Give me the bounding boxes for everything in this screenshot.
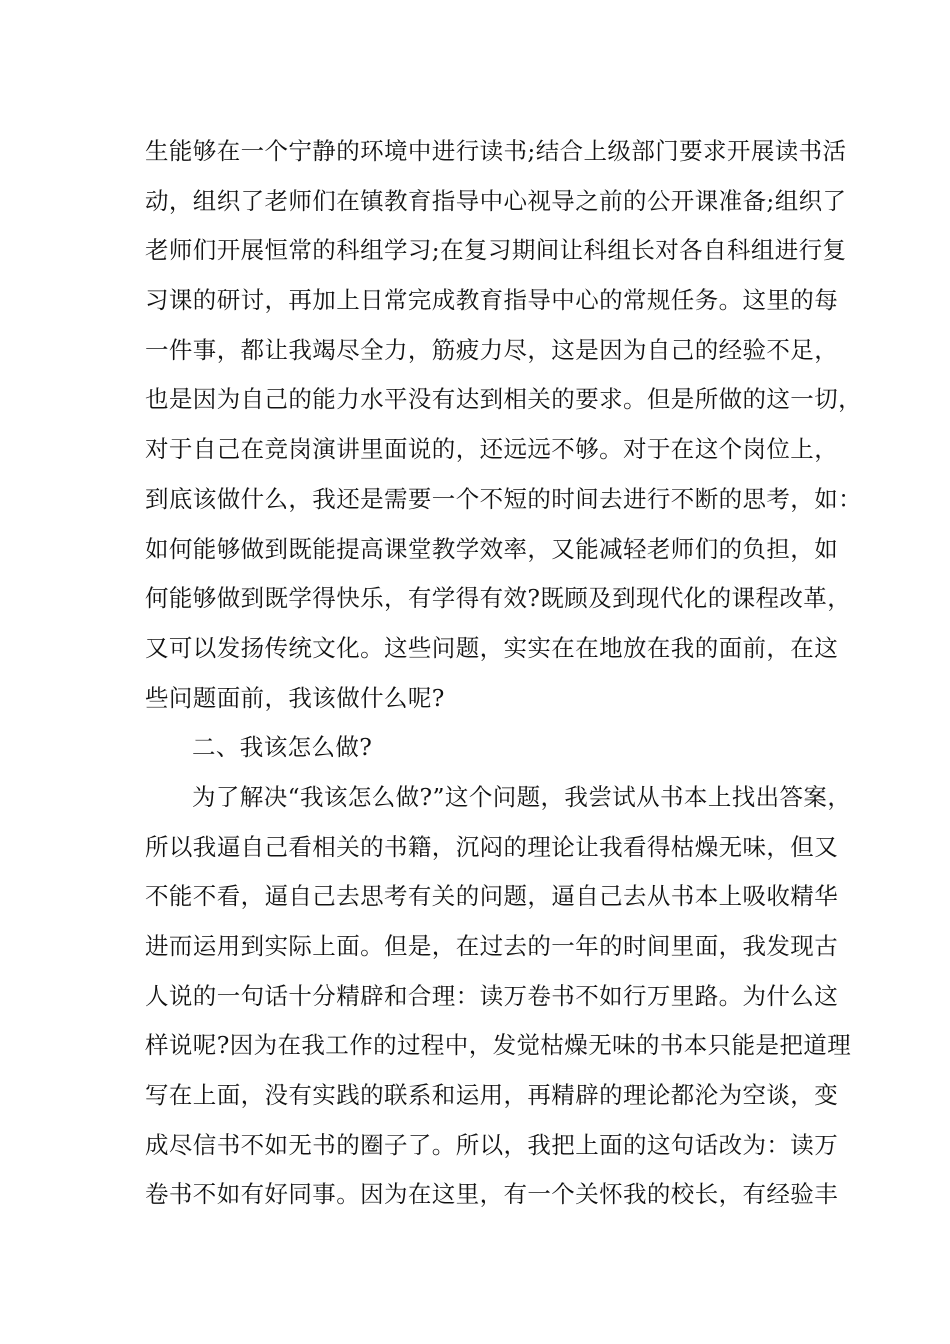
text-line: 进而运用到实际上面。但是，在过去的一年的时间里面，我发现古	[145, 932, 839, 960]
text-line: 写在上面，没有实践的联系和运用，再精辟的理论都沦为空谈，变	[145, 1081, 839, 1110]
text-line: 不能不看，逼自己去思考有关的问题，逼自己去从书本上吸收精华	[145, 882, 839, 911]
text-line: 人说的一句话十分精辟和合理：读万卷书不如行万里路。为什么这	[145, 981, 839, 1010]
text-line: 对于自己在竞岗演讲里面说的，还远远不够。对于在这个岗位上，	[145, 435, 839, 464]
text-line: 到底该做什么，我还是需要一个不短的时间去进行不断的思考，如：	[145, 484, 862, 513]
text-line: 所以我逼自己看相关的书籍，沉闷的理论让我看得枯燥无味，但又	[145, 832, 839, 861]
text-line: 动，组织了老师们在镇教育指导中心视导之前的公开课准备;组织了	[145, 186, 847, 215]
text-line: 样说呢?因为在我工作的过程中，发觉枯燥无味的书本只能是把道理	[145, 1031, 852, 1060]
text-line: 如何能够做到既能提高课堂教学效率，又能减轻老师们的负担，如	[145, 534, 839, 563]
text-line: 二、我该怎么做?	[192, 733, 373, 762]
text-line: 习课的研讨，再加上日常完成教育指导中心的常规任务。这里的每	[145, 286, 839, 315]
text-line: 老师们开展恒常的科组学习;在复习期间让科组长对各自科组进行复	[145, 236, 847, 265]
text-line: 一件事，都让我竭尽全力，筋疲力尽，这是因为自己的经验不足，	[145, 335, 839, 364]
text-line: 些问题面前，我该做什么呢?	[145, 683, 445, 712]
text-line: 又可以发扬传统文化。这些问题，实实在在地放在我的面前，在这	[145, 633, 839, 662]
text-line: 为了解决“我该怎么做?”这个问题，我尝试从书本上找出答案，	[192, 782, 852, 811]
text-line: 何能够做到既学得快乐，有学得有效?既顾及到现代化的课程改革，	[145, 584, 852, 613]
text-line: 也是因为自己的能力水平没有达到相关的要求。但是所做的这一切，	[145, 385, 862, 414]
text-line: 成尽信书不如无书的圈子了。所以，我把上面的这句话改为：读万	[145, 1130, 839, 1159]
text-line: 生能够在一个宁静的环境中进行读书;结合上级部门要求开展读书活	[145, 137, 847, 165]
text-line: 卷书不如有好同事。因为在这里，有一个关怀我的校长，有经验丰	[145, 1180, 839, 1209]
body-text	[145, 127, 862, 1220]
